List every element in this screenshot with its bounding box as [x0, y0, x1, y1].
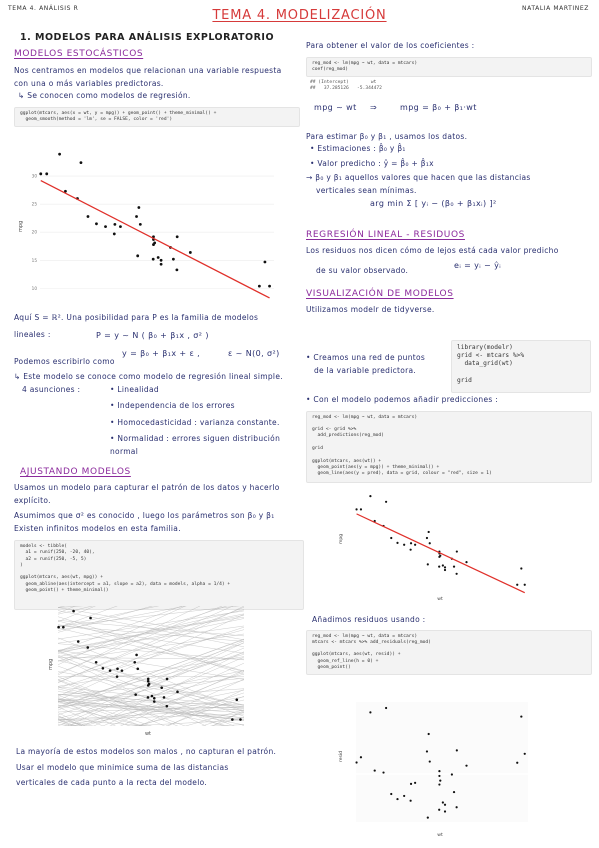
paragraph: • Creamos una red de puntos: [306, 353, 426, 362]
equation: P = y ~ N ( β₀ + β₁x , σ² ): [96, 331, 209, 340]
data-point: [137, 206, 140, 209]
data-point: [428, 733, 430, 735]
data-point: [57, 626, 60, 629]
tick-label: 25: [31, 201, 37, 207]
paragraph: Utilizamos modelr de tidyverse.: [306, 304, 435, 314]
data-point: [374, 769, 376, 771]
data-point: [438, 783, 440, 785]
paragraph: Existen infinitos modelos en esta familia.: [14, 523, 181, 533]
list-item: • Linealidad: [110, 384, 159, 394]
data-point: [121, 669, 124, 672]
paragraph: verticales sean mínimas.: [316, 185, 417, 195]
data-point: [89, 617, 92, 620]
data-point: [189, 251, 192, 254]
data-point: [95, 661, 98, 664]
data-point: [113, 233, 116, 236]
list-item: • Independencia de los errores: [110, 401, 235, 410]
data-point: [438, 809, 440, 811]
code-output: ## (Intercept) wt ## 37.285126 -5.344472: [310, 80, 382, 92]
data-point: [102, 667, 105, 670]
paragraph: ↳ Se conocen como modelos de regresión.: [18, 91, 191, 100]
y-axis-label: mpg: [18, 220, 24, 232]
data-point: [360, 756, 362, 758]
data-point: [235, 698, 238, 701]
heading-estocasticos: MODELOS ESTOCÁSTICOS: [14, 49, 144, 59]
data-point: [516, 762, 518, 764]
data-point: [396, 798, 398, 800]
tick-label: 15: [31, 257, 37, 263]
data-point: [268, 285, 271, 288]
model-line: [58, 617, 244, 643]
data-point: [465, 561, 467, 563]
data-point: [442, 564, 444, 566]
data-point: [133, 661, 136, 664]
equation-row: [14, 349, 304, 366]
paragraph: Asumimos que σ² es conocido , luego los parámetros son β₀ y β₁: [14, 511, 275, 520]
model-line: [58, 692, 244, 711]
data-point: [360, 508, 362, 510]
data-point: [442, 801, 444, 803]
code-block: models <- tibble( a1 = runif(250, -20, 40), a2 = runif(250, -5, 5) ) ggplot(mtcars, aes(wt, mpg)) + geom_abline(aes(intercept = a1, slope = a2), data = models, alpha = 1/4) + geom_point() + theme_minimal(): [14, 540, 304, 610]
paragraph: Para estimar β₀ y β₁ , usamos los datos.: [306, 131, 468, 141]
data-point: [258, 285, 261, 288]
data-point: [166, 705, 169, 708]
data-point: [95, 222, 98, 225]
data-point: [453, 791, 455, 793]
heading-visualizacion: VISUALIZACIÓN DE MODELOS: [306, 288, 454, 299]
data-point: [410, 549, 412, 551]
data-point: [444, 804, 446, 806]
paragraph: Nos centramos en modelos que relacionan una variable respuesta: [14, 66, 282, 75]
equation: ⇒: [370, 102, 378, 112]
paragraph-row: [306, 258, 592, 275]
equation: mpg = β₀ + β₁·wt: [400, 102, 477, 112]
data-point: [152, 243, 155, 246]
model-line: [58, 602, 244, 604]
chart-predictions: [336, 486, 536, 604]
data-point: [390, 537, 392, 539]
right-column-4: [306, 614, 592, 675]
paragraph: • Con el modelo podemos añadir predicciones :: [306, 395, 499, 404]
model-line: [58, 737, 244, 738]
data-point: [104, 225, 107, 228]
data-point: [176, 235, 179, 238]
data-point: [116, 675, 119, 678]
model-line: [58, 615, 244, 651]
data-point: [176, 691, 179, 694]
paragraph: Usamos un modelo para capturar el patrón de los datos y hacerlo: [14, 483, 280, 492]
y-axis-label: resid: [339, 751, 344, 762]
data-point: [385, 707, 387, 709]
paragraph: verticales de cada punto a la recta del modelo.: [16, 778, 208, 787]
list-item: • Valor predicho : ŷ = β̂₀ + β̂₁x: [310, 158, 434, 168]
data-point: [86, 646, 89, 649]
tick-label: 30: [31, 173, 37, 179]
data-point: [157, 256, 160, 259]
paragraph: → β₀ y β₁ aquellos valores que hacen que las distancias: [306, 173, 531, 183]
data-point: [427, 817, 429, 819]
model-line: [58, 602, 244, 622]
code-block: reg_mod <- lm(mpg ~ wt, data = mtcars) mtcars <- mtcars %>% add_residuals(reg_mod) ggplot(mtcars, aes(wt, resid)) + geom_ref_line(h = 0) + geom_point(): [306, 630, 592, 676]
plot-background: [356, 702, 528, 822]
data-point: [414, 544, 416, 546]
data-point: [147, 678, 150, 681]
paragraph: Aquí S = ℝ². Una posibilidad para P es la familia de modelos: [14, 313, 259, 322]
equation: arg min Σ [ yᵢ − (β₀ + β₁xᵢ) ]²: [370, 199, 497, 209]
x-axis-label: wt: [144, 731, 152, 737]
data-point: [438, 566, 440, 568]
data-point: [172, 258, 175, 261]
data-point: [116, 667, 119, 670]
list-item: • Homocedasticidad : varianza constante.: [110, 417, 280, 427]
data-point: [524, 753, 526, 755]
data-point: [382, 771, 384, 773]
data-point: [444, 566, 446, 568]
data-point: [465, 765, 467, 767]
data-point: [403, 795, 405, 797]
data-point: [438, 556, 440, 558]
model-line: [58, 610, 244, 654]
data-point: [87, 215, 90, 218]
x-axis-label: wt: [437, 833, 443, 838]
data-point: [163, 696, 166, 699]
data-point: [119, 225, 122, 228]
list-item: • Estimaciones : β̂₀ y β̂₁: [310, 144, 406, 154]
paragraph: de su valor observado.: [316, 265, 409, 275]
data-point: [147, 684, 150, 687]
data-point: [160, 686, 163, 689]
data-point: [427, 563, 429, 565]
data-point: [456, 550, 458, 552]
paragraph: lineales :: [14, 329, 51, 339]
data-point: [410, 783, 412, 785]
section-heading: 1. MODELOS PARA ANÁLISIS EXPLORATORIO: [20, 32, 275, 43]
data-point: [390, 793, 392, 795]
code-block: reg_mod <- lm(mpg ~ wt, data = mtcars) grid <- grid %>% add_predictions(reg_mod) grid ggplot(mtcars, aes(wt)) + geom_point(aes(y = mpg)) + theme_minimal() + geom_line(aes(y = pred), data = grid, colour = "red", size = 1): [306, 411, 592, 483]
data-point: [136, 667, 139, 670]
data-point: [139, 223, 142, 226]
data-point: [136, 254, 139, 257]
data-point: [355, 508, 357, 510]
header-left: TEMA 4. ANÁLISIS R: [8, 5, 79, 12]
data-point: [152, 258, 155, 261]
data-point: [153, 700, 156, 703]
equation: mpg ~ wt: [314, 102, 357, 112]
x-axis-label: wt: [437, 597, 443, 602]
data-point: [516, 584, 518, 586]
data-point: [166, 678, 169, 681]
data-point: [414, 782, 416, 784]
paragraph: con una o más variables predictoras.: [14, 78, 164, 88]
paragraph: Añadimos residuos usando :: [312, 615, 426, 624]
data-point: [444, 810, 446, 812]
chart-residuals: [336, 694, 536, 840]
page-title: TEMA 4. MODELIZACIÓN: [212, 8, 387, 23]
data-point: [369, 711, 371, 713]
data-point: [403, 544, 405, 546]
left-column: [14, 32, 300, 127]
data-point: [160, 259, 163, 262]
code-block: reg_mod <- lm(mpg ~ wt, data = mtcars) coef(reg_mod): [306, 57, 592, 78]
data-point: [175, 268, 178, 271]
data-point: [80, 161, 83, 164]
data-point: [264, 261, 267, 264]
model-line: [58, 602, 244, 675]
model-line: [58, 687, 244, 725]
paragraph: Los residuos nos dicen cómo de lejos está cada valor predicho: [306, 246, 559, 256]
data-point: [426, 537, 428, 539]
data-point: [444, 569, 446, 571]
data-point: [438, 775, 440, 777]
data-point: [369, 495, 371, 497]
paragraph: explícito.: [14, 495, 51, 505]
tick-label: 20: [31, 229, 37, 235]
data-point: [439, 780, 441, 782]
data-point: [113, 223, 116, 226]
data-point: [151, 695, 154, 698]
data-point: [456, 573, 458, 575]
data-point: [429, 760, 431, 762]
assumptions: [14, 384, 304, 459]
model-line: [58, 618, 244, 656]
paragraph: 4 asunciones :: [22, 384, 81, 394]
right-column-3: [306, 394, 592, 483]
model-line: [58, 602, 244, 608]
paragraph: de la variable predictora.: [314, 365, 417, 375]
data-point: [438, 770, 440, 772]
data-point: [428, 531, 430, 533]
data-point: [77, 640, 80, 643]
list-item: • Normalidad : errores siguen distribución normal: [110, 434, 281, 456]
data-point: [72, 610, 75, 613]
data-point: [135, 654, 138, 657]
model-line: [58, 634, 244, 661]
data-point: [153, 697, 156, 700]
data-point: [520, 715, 522, 717]
data-point: [45, 172, 48, 175]
data-point: [239, 718, 242, 721]
equation: eᵢ = yᵢ − ŷᵢ: [454, 260, 502, 270]
data-point: [396, 542, 398, 544]
data-point: [429, 542, 431, 544]
data-point: [451, 773, 453, 775]
data-point: [147, 696, 150, 699]
data-point: [410, 542, 412, 544]
paragraph: La mayoría de estos modelos son malos , no capturan el patrón.: [16, 747, 277, 756]
data-point: [453, 566, 455, 568]
model-line: [58, 602, 244, 608]
header-right: NATALIA MARTINEZ: [522, 5, 589, 12]
paragraph: Podemos escribirlo como: [14, 357, 115, 366]
model-line: [58, 602, 244, 683]
y-axis-label: mpg: [48, 658, 54, 670]
data-point: [135, 215, 138, 218]
prediction-line: [357, 514, 525, 593]
data-point: [456, 806, 458, 808]
data-point: [426, 750, 428, 752]
data-point: [109, 669, 112, 672]
data-point: [520, 567, 522, 569]
left-column-3: [16, 746, 306, 790]
data-point: [58, 153, 61, 156]
data-point: [39, 172, 42, 175]
data-point: [456, 749, 458, 751]
paragraph: Para obtener el valor de los coeficientes :: [306, 41, 475, 50]
heading-residuos: REGRESIÓN LINEAL - RESIDUOS: [306, 230, 465, 241]
data-point: [134, 693, 137, 696]
tick-label: 10: [31, 285, 37, 291]
data-point: [385, 501, 387, 503]
paragraph: ↳ Este modelo se conoce como modelo de regresión lineal simple.: [14, 372, 283, 381]
regression-line: [41, 181, 270, 298]
equation: y = β₀ + β₁x + ε ,: [122, 349, 201, 358]
left-column-2: [14, 312, 304, 610]
right-column-2: [306, 352, 446, 377]
data-point: [147, 680, 150, 683]
model-line: [58, 602, 244, 627]
data-point: [355, 761, 357, 763]
chart-scatter-lm: [18, 142, 280, 302]
data-point: [160, 263, 163, 266]
code-block-library: library(modelr) grid <- mtcars %>% data_grid(wt) grid: [451, 340, 591, 393]
code-block: ggplot(mtcars, aes(x = wt, y = mpg)) + geom_point() + theme_minimal() + geom_smooth(method = 'lm', se = FALSE, color = 'red'): [14, 107, 300, 128]
heading-ajustando: AJUSTANDO MODELOS: [20, 467, 131, 477]
data-point: [231, 718, 234, 721]
y-axis-label: mpg: [339, 533, 344, 544]
paragraph: Usar el modelo que minimice suma de las distancias: [16, 762, 229, 772]
equation: ε ~ N(0, σ²): [228, 349, 280, 358]
data-point: [410, 800, 412, 802]
chart-random-lines: [44, 602, 250, 738]
right-column: [306, 40, 592, 316]
data-point: [524, 584, 526, 586]
equation-row: [306, 103, 592, 117]
model-line: [58, 737, 244, 738]
data-point: [62, 626, 65, 629]
